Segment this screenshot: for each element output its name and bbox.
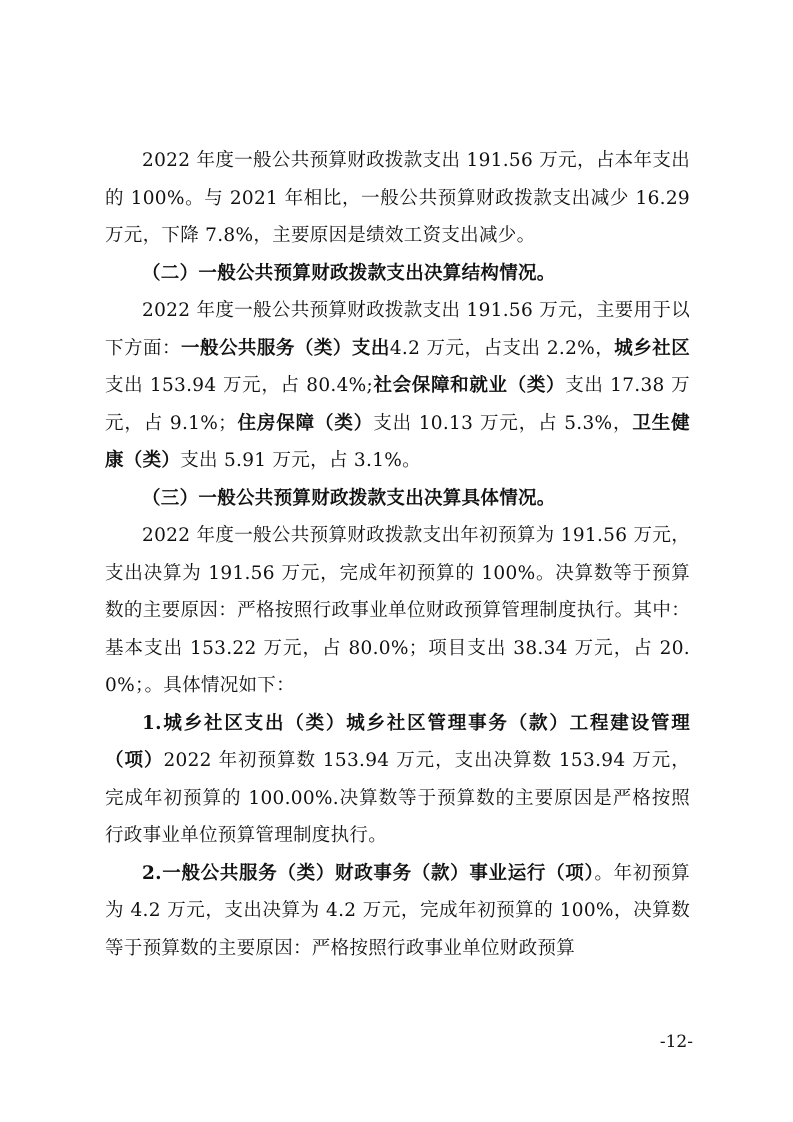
text-run: 2022 年初预算数 153.94 万元，支出决算数 153.94 万元，完成年初预算的 100.00%.决算数等于预算数的主要原因是严格按照行政事业单位预算管理制度执行。 xyxy=(105,750,690,846)
text-run: 。年初预算为 4.2 万元，支出决算为 4.2 万元，完成年初预算的 100%，决算数等于预算数的主要原因：严格按照行政事业单位财政预算 xyxy=(105,862,690,959)
paragraph-item-2 xyxy=(105,855,690,968)
item-2-title: 2.一般公共服务（类）财政事务（款）事业运行（项） xyxy=(142,862,595,884)
paragraph-expenditure-structure xyxy=(105,292,690,480)
category-general-public-services: 一般公共服务（类）支出 xyxy=(180,337,390,359)
paragraph-expenditure-details: 2022 年度一般公共预算财政拨款支出年初预算为 191.56 万元，支出决算为 191.56 万元，完成年初预算的 100%。决算数等于预算数的主要原因：严格按照行政事业单位财政预算管理制度执行。其中：基本支出 153.22 万元，占 80.0%；项目支出 38.34 万元，占 20.0%；。具体情况如下： xyxy=(105,525,690,696)
page-number: -12- xyxy=(659,1032,693,1052)
section-heading-structure: （二）一般公共预算财政拨款支出决算结构情况。 xyxy=(142,262,556,284)
paragraph-expenditure-summary: 2022 年度一般公共预算财政拨款支出 191.56 万元，占本年支出的 100%。与 2021 年相比，一般公共预算财政拨款支出减少 16.29 万元，下降 7.8%，主要原因是绩效工资支出减少。 xyxy=(105,150,690,246)
item-1-title: 1.城乡社区支出（类）城乡社区管理事务（款）工程建设管理（项） xyxy=(105,712,690,771)
text-run: 支出 153.94 万元，占 80.4%; xyxy=(105,375,374,396)
text-run: 支出 17.38 万元，占 9.1%； xyxy=(105,375,690,434)
text-run: 4.2 万元，占支出 2.2%， xyxy=(389,337,615,359)
text-run: 2022 年度一般公共预算财政拨款支出 191.56 万元，主要用于以下方面： xyxy=(105,300,690,359)
text-run: 支出 5.91 万元，占 3.1%。 xyxy=(180,450,421,471)
document-body xyxy=(105,142,690,967)
section-heading-details: （三）一般公共预算财政拨款支出决算具体情况。 xyxy=(142,487,556,509)
category-health: 卫生健康（类） xyxy=(105,412,690,471)
category-urban-rural-community: 城乡社区 xyxy=(614,337,691,359)
category-social-security-employment: 社会保障和就业（类） xyxy=(373,375,566,396)
text-run: 支出 10.13 万元，占 5.3%， xyxy=(373,412,633,434)
category-housing-security: 住房保障（类） xyxy=(236,412,374,434)
paragraph-item-1 xyxy=(105,705,690,855)
